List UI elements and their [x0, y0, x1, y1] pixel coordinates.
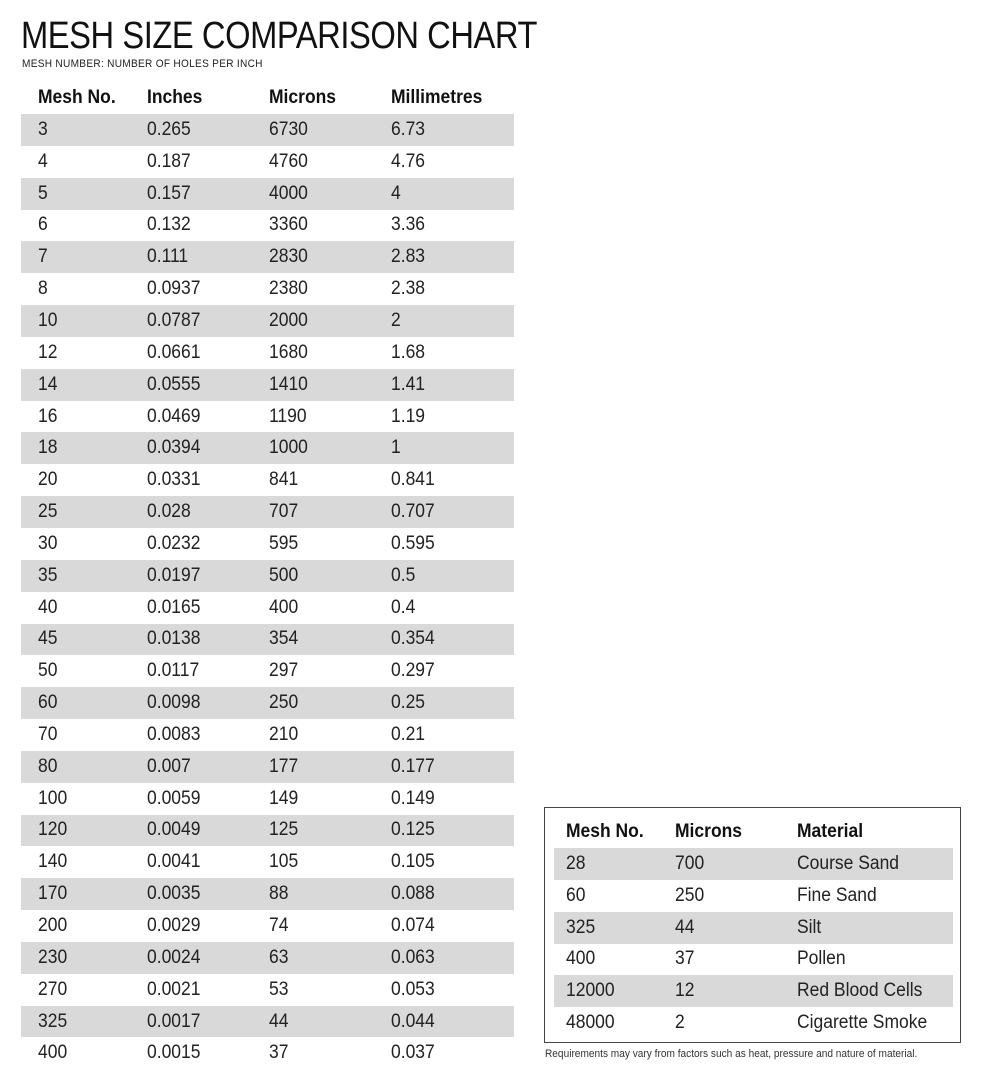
microns-cell: 1680 — [269, 341, 308, 363]
millimetres-cell: 1 — [391, 437, 401, 459]
inches-cell: 0.111 — [147, 246, 189, 268]
header-mesh-no: Mesh No. — [566, 821, 644, 842]
mesh-no-cell: 8 — [38, 278, 48, 300]
material-cell: Fine Sand — [797, 884, 877, 906]
microns-cell: 12 — [675, 980, 695, 1002]
table-row — [21, 719, 514, 751]
microns-cell: 4000 — [269, 182, 308, 204]
mesh-no-cell: 200 — [38, 915, 68, 937]
mesh-no-cell: 120 — [38, 819, 68, 841]
microns-cell: 400 — [269, 596, 299, 618]
millimetres-cell: 0.595 — [391, 532, 435, 554]
millimetres-cell: 0.044 — [391, 1010, 435, 1032]
header-inches: Inches — [147, 87, 203, 108]
inches-cell: 0.0117 — [147, 660, 200, 682]
millimetres-cell: 4 — [391, 182, 401, 204]
header-millimetres: Millimetres — [391, 87, 483, 108]
mesh-no-cell: 170 — [38, 883, 68, 905]
material-table — [554, 816, 953, 1039]
mesh-no-cell: 14 — [38, 373, 58, 395]
microns-cell: 250 — [269, 692, 299, 714]
mesh-no-cell: 270 — [38, 978, 68, 1000]
table-row — [21, 592, 514, 624]
inches-cell: 0.0787 — [147, 309, 201, 331]
inches-cell: 0.028 — [147, 501, 191, 523]
inches-cell: 0.0059 — [147, 787, 201, 809]
mesh-no-cell: 16 — [38, 405, 58, 427]
microns-cell: 2380 — [269, 278, 308, 300]
table-row — [21, 878, 514, 910]
mesh-no-cell: 10 — [38, 309, 58, 331]
mesh-no-cell: 3 — [38, 118, 48, 140]
microns-cell: 354 — [269, 628, 299, 650]
microns-cell: 1410 — [269, 373, 308, 395]
microns-cell: 3360 — [269, 214, 308, 236]
millimetres-cell: 0.5 — [391, 564, 416, 586]
microns-cell: 2 — [675, 1012, 685, 1034]
table-header-row — [21, 82, 514, 114]
microns-cell: 37 — [269, 1042, 289, 1064]
inches-cell: 0.0024 — [147, 946, 201, 968]
millimetres-cell: 1.19 — [391, 405, 426, 427]
microns-cell: 105 — [269, 851, 299, 873]
mesh-no-cell: 40 — [38, 596, 58, 618]
inches-cell: 0.0331 — [147, 469, 201, 491]
table-row — [21, 1006, 514, 1038]
mesh-no-cell: 400 — [566, 948, 596, 970]
millimetres-cell: 3.36 — [391, 214, 426, 236]
material-cell: Course Sand — [797, 852, 900, 874]
mesh-size-table — [21, 82, 514, 1069]
millimetres-cell: 0.4 — [391, 596, 416, 618]
material-table-body — [554, 848, 953, 1039]
millimetres-cell: 0.037 — [391, 1042, 435, 1064]
table-row — [21, 624, 514, 656]
inches-cell: 0.157 — [147, 182, 191, 204]
table-row — [21, 815, 514, 847]
millimetres-cell: 2.38 — [391, 278, 426, 300]
mesh-no-cell: 12000 — [566, 980, 615, 1002]
page-subtitle: MESH NUMBER: NUMBER OF HOLES PER INCH — [22, 58, 263, 70]
inches-cell: 0.0165 — [147, 596, 201, 618]
mesh-no-cell: 30 — [38, 532, 58, 554]
inches-cell: 0.0017 — [147, 1010, 201, 1032]
mesh-no-cell: 70 — [38, 723, 58, 745]
material-header-row — [554, 816, 953, 848]
table-row — [21, 305, 514, 337]
microns-cell: 4760 — [269, 150, 308, 172]
table-body — [21, 114, 514, 1069]
mesh-no-cell: 6 — [38, 214, 48, 236]
footnote: Requirements may vary from factors such as heat, pressure and nature of material. — [545, 1048, 918, 1060]
millimetres-cell: 0.074 — [391, 915, 435, 937]
table-row — [554, 848, 953, 880]
mesh-no-cell: 230 — [38, 946, 68, 968]
mesh-no-cell: 25 — [38, 501, 58, 523]
table-row — [21, 178, 514, 210]
microns-cell: 177 — [269, 755, 299, 777]
material-cell: Cigarette Smoke — [797, 1012, 928, 1034]
millimetres-cell: 0.841 — [391, 469, 435, 491]
inches-cell: 0.132 — [147, 214, 191, 236]
table-row — [554, 975, 953, 1007]
mesh-no-cell: 80 — [38, 755, 58, 777]
millimetres-cell: 0.105 — [391, 851, 435, 873]
microns-cell: 250 — [675, 884, 705, 906]
mesh-no-cell: 140 — [38, 851, 68, 873]
table-row — [21, 942, 514, 974]
inches-cell: 0.0197 — [147, 564, 201, 586]
millimetres-cell: 2 — [391, 309, 401, 331]
millimetres-cell: 1.41 — [391, 373, 426, 395]
table-row — [21, 432, 514, 464]
millimetres-cell: 0.053 — [391, 978, 435, 1000]
mesh-no-cell: 100 — [38, 787, 68, 809]
header-microns: Microns — [675, 821, 743, 842]
microns-cell: 74 — [269, 915, 289, 937]
inches-cell: 0.0015 — [147, 1042, 201, 1064]
table-row — [21, 369, 514, 401]
mesh-no-cell: 4 — [38, 150, 48, 172]
mesh-no-cell: 18 — [38, 437, 58, 459]
inches-cell: 0.0049 — [147, 819, 201, 841]
inches-cell: 0.0469 — [147, 405, 201, 427]
inches-cell: 0.187 — [147, 150, 191, 172]
table-row — [21, 974, 514, 1006]
millimetres-cell: 0.21 — [391, 723, 426, 745]
inches-cell: 0.265 — [147, 118, 191, 140]
millimetres-cell: 6.73 — [391, 118, 426, 140]
microns-cell: 2830 — [269, 246, 308, 268]
table-row — [21, 1037, 514, 1069]
table-row — [21, 910, 514, 942]
microns-cell: 6730 — [269, 118, 308, 140]
table-row — [554, 944, 953, 976]
microns-cell: 37 — [675, 948, 695, 970]
page-title: MESH SIZE COMPARISON CHART — [21, 15, 537, 57]
table-row — [21, 655, 514, 687]
inches-cell: 0.0098 — [147, 692, 201, 714]
table-row — [554, 1007, 953, 1039]
millimetres-cell: 0.707 — [391, 501, 435, 523]
inches-cell: 0.0555 — [147, 373, 201, 395]
table-row — [21, 273, 514, 305]
millimetres-cell: 0.125 — [391, 819, 435, 841]
millimetres-cell: 0.063 — [391, 946, 435, 968]
table-row — [21, 337, 514, 369]
table-row — [554, 912, 953, 944]
millimetres-cell: 4.76 — [391, 150, 426, 172]
millimetres-cell: 0.297 — [391, 660, 435, 682]
table-row — [21, 401, 514, 433]
microns-cell: 1000 — [269, 437, 308, 459]
microns-cell: 88 — [269, 883, 289, 905]
table-row — [21, 146, 514, 178]
mesh-no-cell: 48000 — [566, 1012, 615, 1034]
inches-cell: 0.0937 — [147, 278, 201, 300]
millimetres-cell: 2.83 — [391, 246, 426, 268]
microns-cell: 595 — [269, 532, 299, 554]
mesh-no-cell: 60 — [566, 884, 586, 906]
material-cell: Silt — [797, 916, 822, 938]
inches-cell: 0.0661 — [147, 341, 201, 363]
table-row — [21, 241, 514, 273]
mesh-no-cell: 5 — [38, 182, 48, 204]
mesh-no-cell: 35 — [38, 564, 58, 586]
millimetres-cell: 0.354 — [391, 628, 435, 650]
mesh-no-cell: 400 — [38, 1042, 68, 1064]
inches-cell: 0.0029 — [147, 915, 201, 937]
mesh-no-cell: 20 — [38, 469, 58, 491]
inches-cell: 0.0232 — [147, 532, 201, 554]
material-table-box — [544, 807, 961, 1043]
material-cell: Red Blood Cells — [797, 980, 923, 1002]
microns-cell: 297 — [269, 660, 299, 682]
mesh-no-cell: 45 — [38, 628, 58, 650]
microns-cell: 53 — [269, 978, 289, 1000]
mesh-no-cell: 50 — [38, 660, 58, 682]
table-row — [21, 464, 514, 496]
microns-cell: 44 — [269, 1010, 289, 1032]
inches-cell: 0.0138 — [147, 628, 201, 650]
header-mesh-no: Mesh No. — [38, 87, 116, 108]
microns-cell: 700 — [675, 852, 705, 874]
mesh-no-cell: 28 — [566, 852, 586, 874]
millimetres-cell: 0.088 — [391, 883, 435, 905]
table-row — [21, 496, 514, 528]
table-row — [21, 846, 514, 878]
inches-cell: 0.0041 — [147, 851, 201, 873]
microns-cell: 44 — [675, 916, 695, 938]
header-microns: Microns — [269, 87, 337, 108]
inches-cell: 0.007 — [147, 755, 191, 777]
table-row — [21, 528, 514, 560]
microns-cell: 149 — [269, 787, 299, 809]
mesh-no-cell: 7 — [38, 246, 48, 268]
table-row — [554, 880, 953, 912]
microns-cell: 1190 — [269, 405, 307, 427]
microns-cell: 707 — [269, 501, 299, 523]
inches-cell: 0.0035 — [147, 883, 201, 905]
microns-cell: 2000 — [269, 309, 308, 331]
inches-cell: 0.0083 — [147, 723, 201, 745]
table-row — [21, 783, 514, 815]
mesh-no-cell: 60 — [38, 692, 58, 714]
microns-cell: 500 — [269, 564, 299, 586]
microns-cell: 63 — [269, 946, 289, 968]
table-row — [21, 210, 514, 242]
millimetres-cell: 0.25 — [391, 692, 426, 714]
millimetres-cell: 0.149 — [391, 787, 435, 809]
millimetres-cell: 0.177 — [391, 755, 435, 777]
microns-cell: 841 — [269, 469, 299, 491]
table-row — [21, 751, 514, 783]
millimetres-cell: 1.68 — [391, 341, 426, 363]
inches-cell: 0.0021 — [147, 978, 201, 1000]
mesh-no-cell: 325 — [566, 916, 596, 938]
microns-cell: 210 — [269, 723, 299, 745]
material-cell: Pollen — [797, 948, 846, 970]
table-row — [21, 560, 514, 592]
microns-cell: 125 — [269, 819, 299, 841]
inches-cell: 0.0394 — [147, 437, 201, 459]
table-row — [21, 114, 514, 146]
table-row — [21, 687, 514, 719]
header-material: Material — [797, 821, 864, 842]
mesh-no-cell: 325 — [38, 1010, 68, 1032]
mesh-no-cell: 12 — [38, 341, 58, 363]
